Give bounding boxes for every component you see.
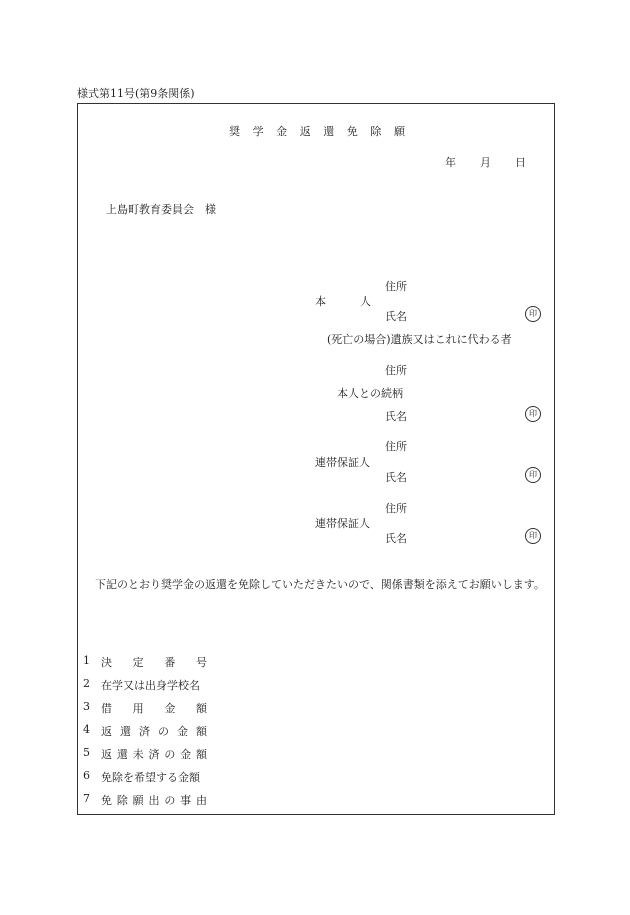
form-label: 様式第11号(第9条関係) bbox=[77, 87, 195, 100]
addressee: 上島町教育委員会 様 bbox=[106, 203, 216, 216]
date-year: 年 bbox=[445, 156, 456, 169]
item-char: 定 bbox=[132, 656, 144, 669]
date-day: 日 bbox=[515, 156, 526, 169]
item-char: 願 bbox=[132, 794, 144, 807]
item-char: 用 bbox=[132, 702, 144, 715]
survivor-address-label: 住所 bbox=[385, 364, 407, 377]
guarantor1-address-label: 住所 bbox=[385, 440, 407, 453]
guarantor1-seal: 印 bbox=[525, 467, 541, 483]
item-char: 決 bbox=[101, 656, 112, 669]
item-label bbox=[101, 700, 207, 716]
item-char: 除 bbox=[116, 794, 128, 807]
item-char: 還 bbox=[116, 748, 128, 761]
request-paragraph: 下記のとおり奨学金の返還を免除していただきたいので、関係書類を添えてお願いします。 bbox=[95, 578, 545, 591]
title-char: 願 bbox=[393, 125, 405, 138]
title-char: 還 bbox=[323, 125, 335, 138]
title-char: 返 bbox=[299, 125, 311, 138]
item-char: 返 bbox=[101, 725, 112, 738]
principal-group-label bbox=[315, 293, 371, 309]
item-char: 金 bbox=[180, 748, 192, 761]
item-number: 4 bbox=[83, 723, 90, 736]
principal-label-char: 本 bbox=[315, 295, 326, 308]
survivor-heading: (死亡の場合)遺族又はこれに代わる者 bbox=[327, 333, 512, 346]
item-char: 済 bbox=[139, 725, 150, 738]
guarantor1-name-label: 氏名 bbox=[385, 471, 407, 484]
document-title bbox=[229, 123, 405, 139]
date-month: 月 bbox=[480, 156, 491, 169]
item-char: 事 bbox=[180, 794, 192, 807]
item-char: 番 bbox=[164, 656, 176, 669]
item-label bbox=[101, 723, 207, 739]
item-char: の bbox=[164, 748, 176, 761]
item-char: 号 bbox=[195, 656, 207, 669]
item-char: の bbox=[164, 794, 176, 807]
item-number: 1 bbox=[83, 654, 90, 667]
survivor-relation-label: 本人との続柄 bbox=[337, 387, 403, 400]
item-char: の bbox=[158, 725, 169, 738]
item-number: 2 bbox=[83, 677, 90, 690]
survivor-name-label: 氏名 bbox=[385, 410, 407, 423]
item-char: 免 bbox=[101, 794, 112, 807]
item-char: 返 bbox=[101, 748, 112, 761]
item-number: 7 bbox=[83, 792, 90, 805]
title-char: 除 bbox=[370, 125, 382, 138]
item-label bbox=[101, 746, 207, 762]
survivor-seal: 印 bbox=[525, 406, 541, 422]
item-label bbox=[101, 792, 207, 808]
item-char: 未 bbox=[132, 748, 144, 761]
principal-name-label: 氏名 bbox=[385, 310, 407, 323]
item-label: 在学又は出身学校名 bbox=[101, 679, 200, 692]
principal-label-char: 人 bbox=[360, 295, 371, 308]
guarantor2-group-label: 連帯保証人 bbox=[315, 517, 370, 530]
title-char: 金 bbox=[276, 125, 288, 138]
guarantor2-name-label: 氏名 bbox=[385, 532, 407, 545]
item-char: 済 bbox=[148, 748, 160, 761]
item-char: 還 bbox=[120, 725, 131, 738]
item-char: 額 bbox=[195, 748, 207, 761]
title-char: 免 bbox=[346, 125, 358, 138]
title-char: 奨 bbox=[229, 125, 240, 138]
item-char: 借 bbox=[101, 702, 112, 715]
guarantor2-address-label: 住所 bbox=[385, 502, 407, 515]
item-number: 6 bbox=[83, 769, 90, 782]
item-char: 金 bbox=[177, 725, 188, 738]
title-char: 学 bbox=[252, 125, 264, 138]
item-char: 出 bbox=[148, 794, 160, 807]
principal-seal: 印 bbox=[525, 306, 541, 322]
item-label bbox=[101, 654, 207, 670]
guarantor2-seal: 印 bbox=[525, 528, 541, 544]
item-number: 5 bbox=[83, 746, 90, 759]
guarantor1-group-label: 連帯保証人 bbox=[315, 456, 370, 469]
item-char: 額 bbox=[196, 725, 207, 738]
item-char: 由 bbox=[195, 794, 207, 807]
item-char: 金 bbox=[164, 702, 176, 715]
item-number: 3 bbox=[83, 700, 90, 713]
item-label: 免除を希望する金額 bbox=[101, 771, 200, 784]
item-char: 額 bbox=[195, 702, 207, 715]
principal-address-label: 住所 bbox=[385, 280, 407, 293]
